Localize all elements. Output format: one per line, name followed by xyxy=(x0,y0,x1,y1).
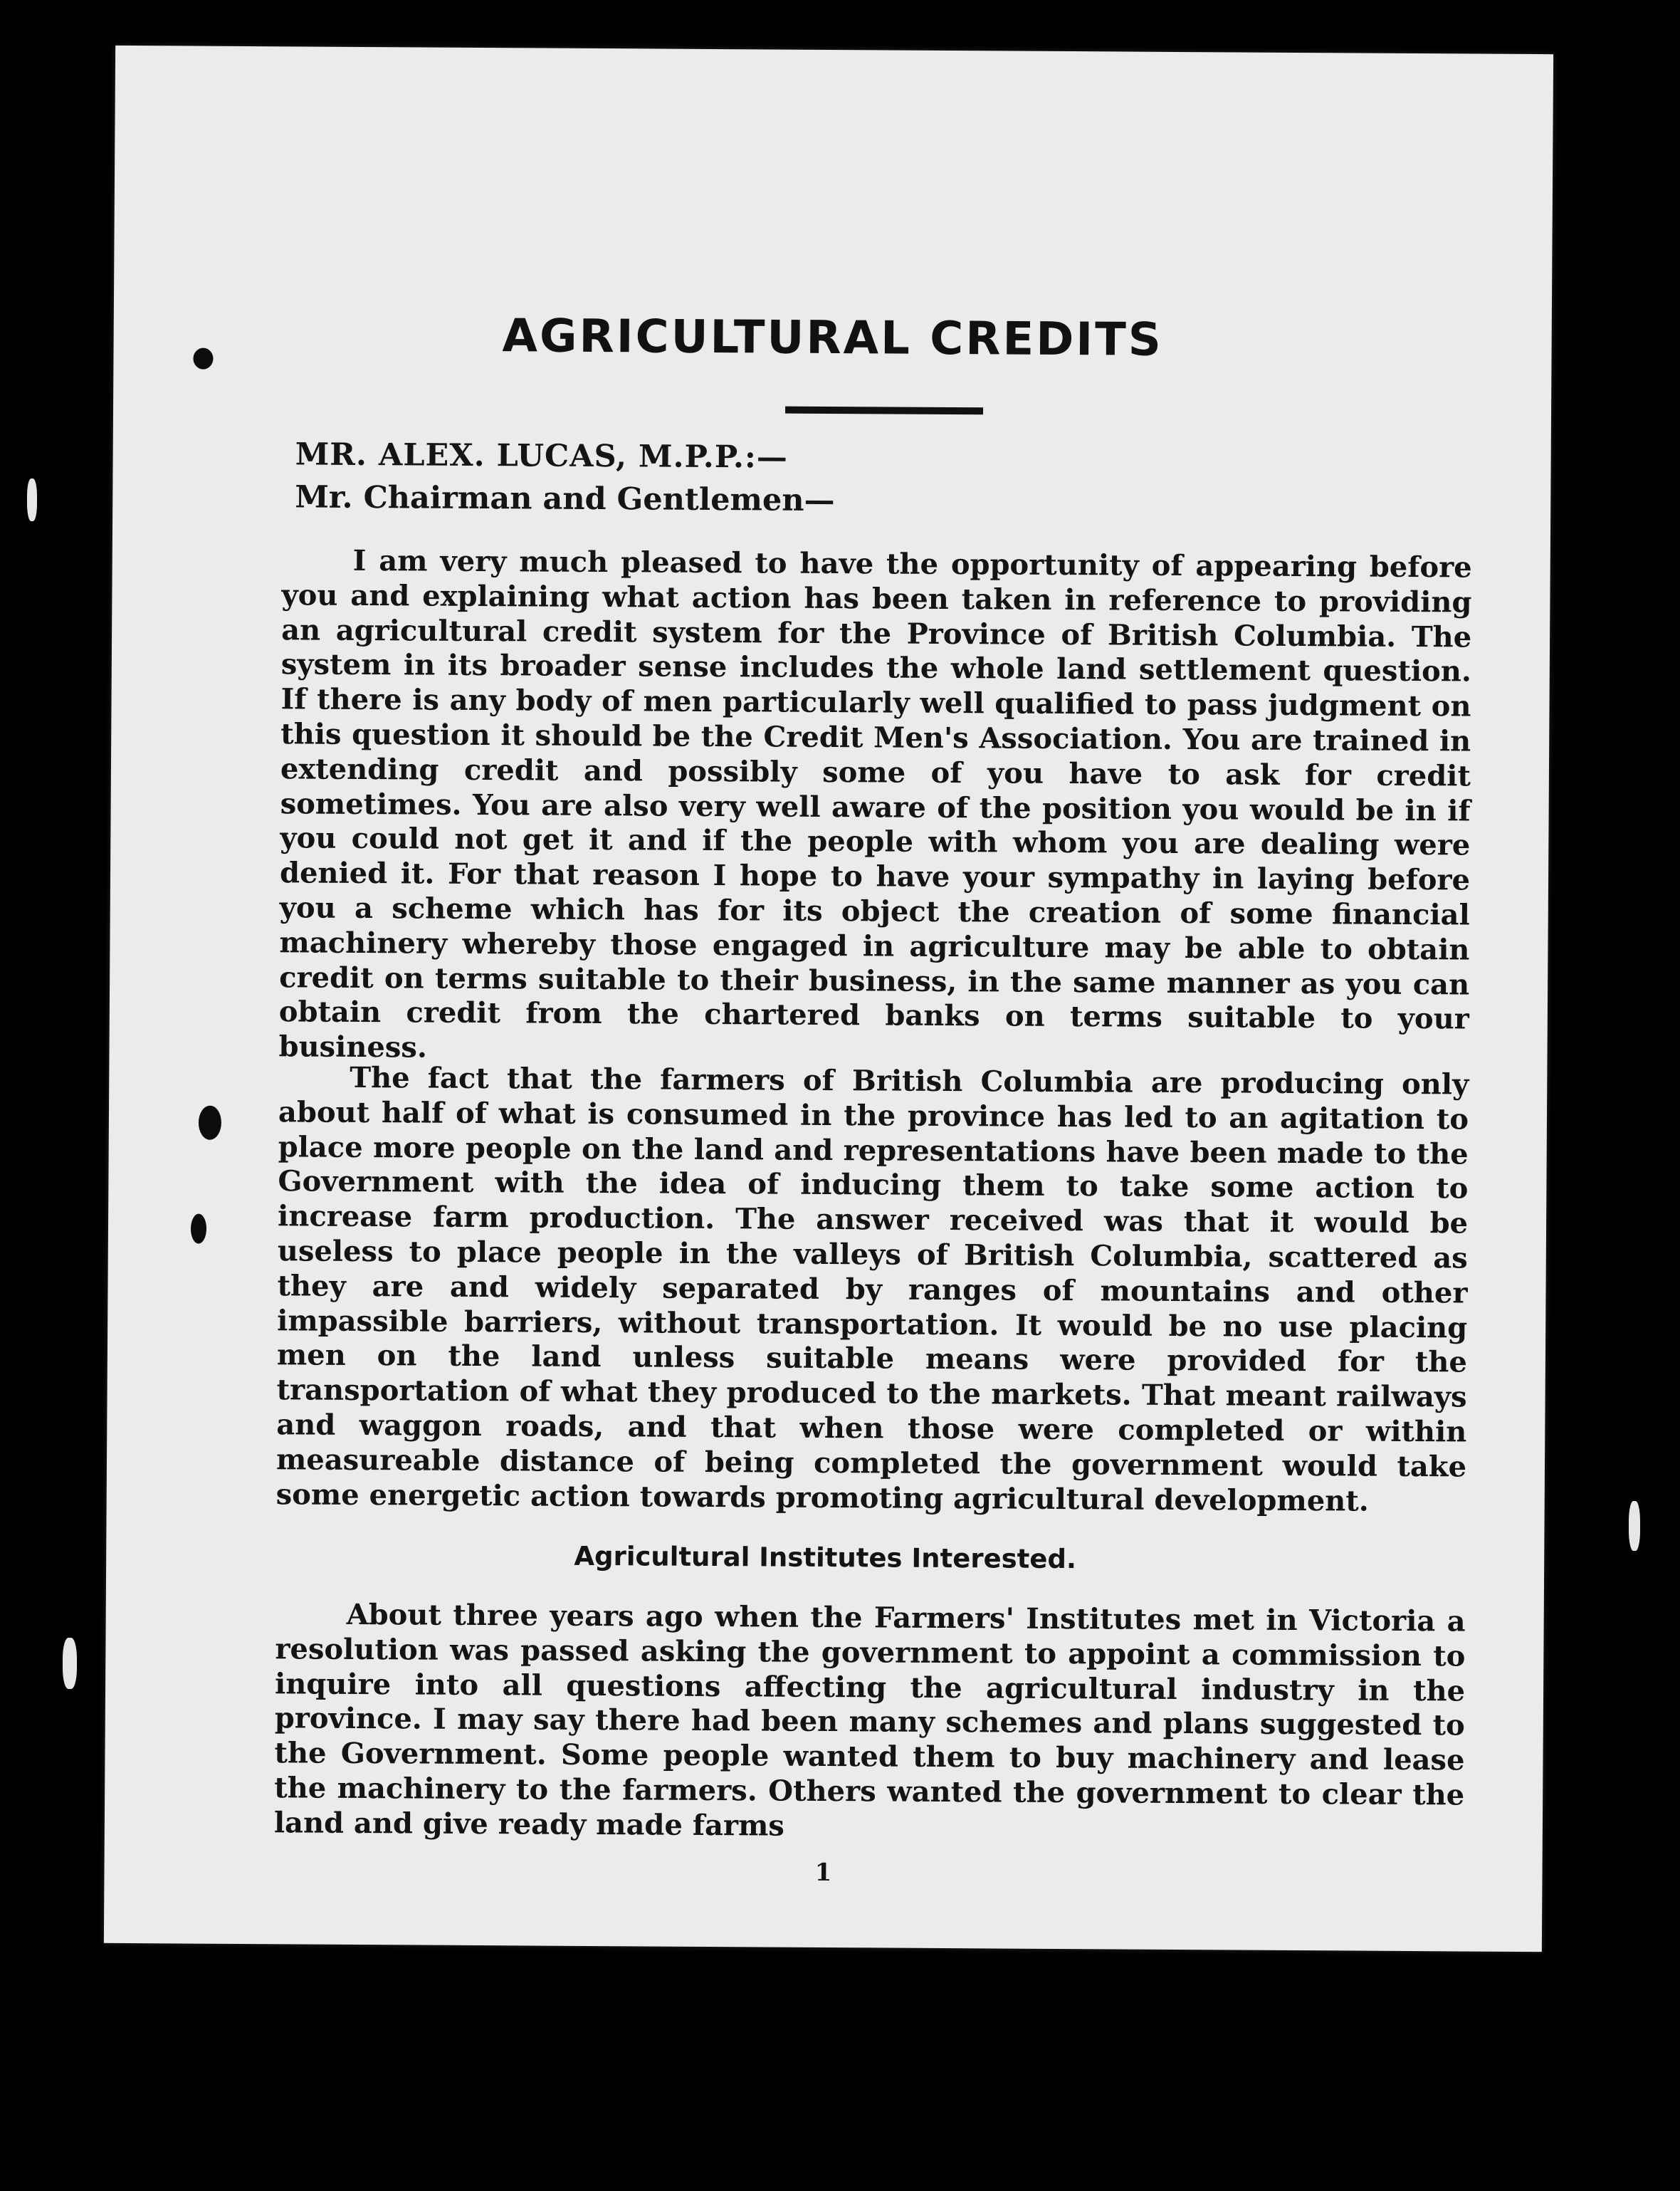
page-number: 1 xyxy=(814,1858,832,1888)
ink-blot-mark xyxy=(191,1214,206,1244)
speaker-line: MR. ALEX. LUCAS, M.P.P.:— xyxy=(295,436,788,476)
section-paragraph-1: About three years ago when the Farmers' Institutes met in Victoria a resolution was passed asking the government to appoint a commission to inquire into all questions affecting the agricultural industry in the province. I may say there had been many schemes and plans suggested to the Government. Some people wanted them to buy machinery and lease the machinery to the farmers. Others wanted the government to clear the land and give ready made farms xyxy=(273,1597,1466,1843)
body-paragraph-1: I am very much pleased to have the opportunity of appearing before you and explaining what action has been taken in reference to providing an agricultural credit system for the Province of British Columbia. The system in its broader sense includes the whole land settlement question. If there is any body of men particularly well qualified to pass judgment on this question it should be the Credit Men's Association. You are trained in extending credit and possibly some of you have to ask for credit sometimes. You are also very well aware of the position you would be in if you could not get it and if the people with whom you are dealing were denied it. For that reason I hope to have your sympathy in laying before you a scheme which has for its object the creation of some financial machinery whereby those engaged in agriculture may be able to obtain credit on terms suitable to their business, in the same manner as you can obtain credit from the chartered banks on terms suitable to your business. xyxy=(278,543,1472,1065)
scan-speck xyxy=(1629,1501,1640,1551)
body-paragraph-2: The fact that the farmers of British Columbia are producing only about half of what is consumed in the province has led to an agitation to place more people on the land and representations have been made to the Government with the idea of inducing them to take some action to increase farm production. The answer received was that it would be useless to place people in the valleys of British Columbia, scattered as they are and widely separated by ranges of mountains and other impassible barriers, without transportation. It would be no use placing men on the land unless suitable means were provided for the transportation of what they produced to the markets. That meant railways and waggon roads, and that when those were completed or within measureable distance of being completed the government would take some energetic action towards promoting agricultural development. xyxy=(275,1060,1469,1518)
salutation-line: Mr. Chairman and Gentlemen— xyxy=(295,479,835,519)
section-heading: Agricultural Institutes Interested. xyxy=(574,1540,1077,1575)
ink-blot-mark xyxy=(193,348,213,370)
scan-speck xyxy=(27,479,37,521)
title-underline xyxy=(785,407,983,415)
document-page xyxy=(104,46,1553,1952)
document-title: AGRICULTURAL CREDITS xyxy=(502,310,1164,367)
ink-blot-mark xyxy=(199,1106,221,1140)
scan-speck xyxy=(63,1638,77,1689)
